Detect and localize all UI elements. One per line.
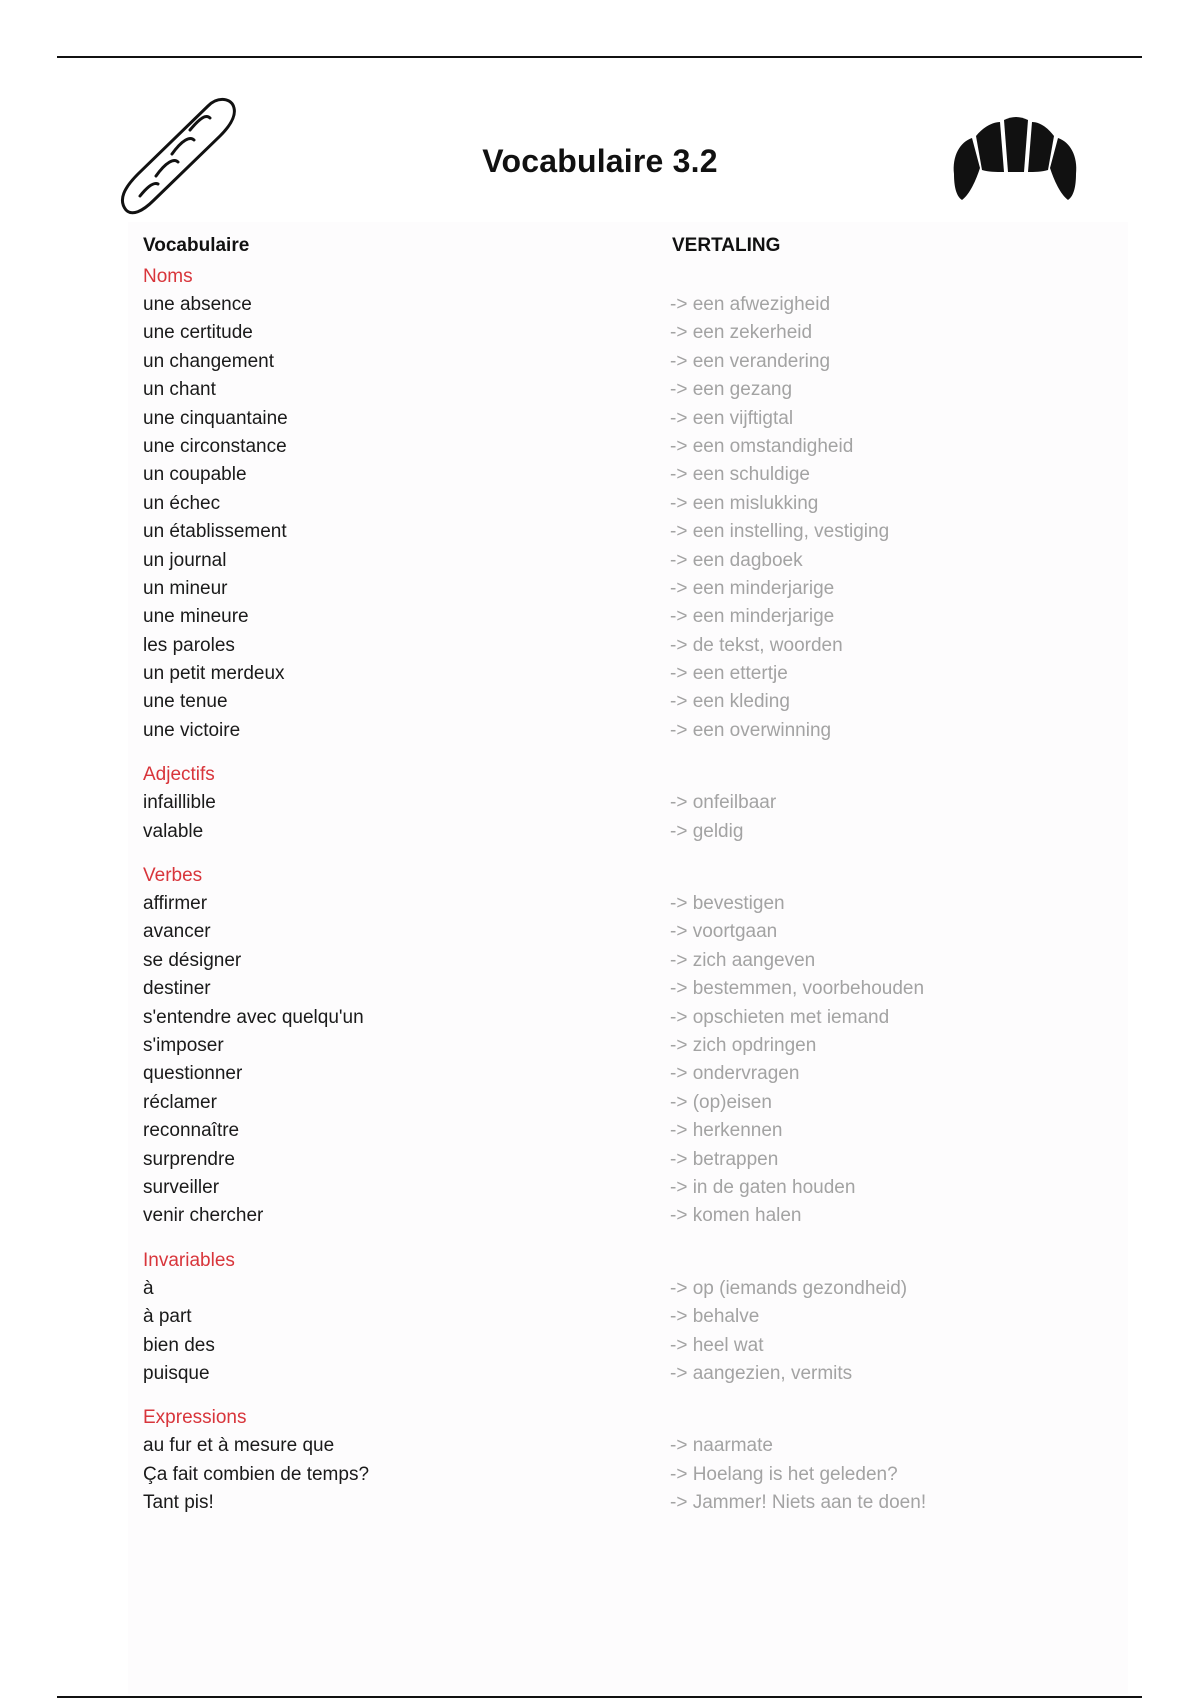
dutch-translation: -> een omstandigheid — [670, 435, 854, 457]
french-term: un établissement — [143, 521, 287, 543]
vocab-row — [0, 660, 1200, 688]
vocab-row — [0, 291, 1200, 319]
vocab-row — [0, 1303, 1200, 1331]
dutch-translation: -> een afwezigheid — [670, 294, 831, 315]
dutch-translation: -> Hoelang is het geleden? — [670, 1463, 898, 1485]
vocab-row — [0, 789, 1200, 817]
dutch-translation: -> zich opdringen — [670, 1034, 817, 1056]
vocab-row — [0, 1275, 1200, 1303]
dutch-translation: -> een verandering — [670, 350, 831, 372]
vocab-row — [0, 433, 1200, 461]
vocab-row — [0, 1032, 1200, 1060]
french-term: questionner — [143, 1063, 243, 1085]
french-term: une absence — [143, 294, 252, 315]
french-term: une cinquantaine — [143, 407, 288, 429]
dutch-translation: -> heel wat — [670, 1334, 764, 1356]
header-vertaling: VERTALING — [672, 235, 781, 256]
dutch-translation: -> (op)eisen — [670, 1091, 772, 1113]
vocab-row — [0, 1202, 1200, 1230]
section-gap — [0, 745, 1200, 761]
vocab-row — [0, 1360, 1200, 1388]
dutch-translation: -> zich aangeven — [670, 949, 816, 971]
vocab-row — [0, 975, 1200, 1003]
vocab-row — [0, 1174, 1200, 1202]
vocab-row — [0, 818, 1200, 846]
french-term: une mineure — [143, 606, 249, 628]
vocab-row — [0, 319, 1200, 347]
vocab-row — [0, 1489, 1200, 1517]
vocab-row — [0, 890, 1200, 918]
dutch-translation: -> bestemmen, voorbehouden — [670, 978, 925, 1000]
vocab-row — [0, 348, 1200, 376]
french-term: un mineur — [143, 577, 228, 599]
french-term: un coupable — [143, 464, 247, 486]
dutch-translation: -> een minderjarige — [670, 606, 835, 628]
french-term: un chant — [143, 379, 216, 401]
french-term: une victoire — [143, 719, 241, 741]
vocab-row — [0, 688, 1200, 716]
french-term: à part — [143, 1306, 192, 1328]
section-title-invariables: Invariables — [143, 1249, 235, 1271]
french-term: une circonstance — [143, 435, 287, 457]
vocab-row — [0, 1332, 1200, 1360]
french-term: un changement — [143, 350, 274, 372]
top-rule — [57, 56, 1142, 58]
vocab-row — [0, 1461, 1200, 1489]
dutch-translation: -> een minderjarige — [670, 577, 835, 599]
section-title-expressions: Expressions — [143, 1407, 247, 1429]
dutch-translation: -> voortgaan — [670, 921, 778, 943]
french-term: bien des — [143, 1334, 215, 1356]
dutch-translation: -> op (iemands gezondheid) — [670, 1277, 908, 1299]
vocab-row — [0, 1146, 1200, 1174]
dutch-translation: -> geldig — [670, 820, 744, 842]
dutch-translation: -> een mislukking — [670, 492, 819, 514]
dutch-translation: -> een gezang — [670, 379, 793, 401]
croissant-icon — [950, 110, 1080, 210]
french-term: une tenue — [143, 691, 228, 713]
dutch-translation: -> aangezien, vermits — [670, 1362, 853, 1384]
dutch-translation: -> een overwinning — [670, 719, 832, 741]
french-term: infaillible — [143, 792, 216, 814]
french-term: un journal — [143, 549, 227, 571]
french-term: à — [143, 1277, 154, 1299]
vocab-row — [0, 947, 1200, 975]
section-gap — [0, 846, 1200, 862]
section-title-verbes: Verbes — [143, 865, 203, 887]
french-term: Ça fait combien de temps? — [143, 1463, 370, 1485]
french-term: un petit merdeux — [143, 663, 285, 685]
dutch-translation: -> behalve — [670, 1306, 760, 1328]
vocab-row — [0, 632, 1200, 660]
dutch-translation: -> betrappen — [670, 1148, 779, 1170]
bottom-rule — [57, 1696, 1142, 1698]
section-gap — [0, 1388, 1200, 1404]
dutch-translation: -> een schuldige — [670, 464, 810, 486]
french-term: une certitude — [143, 322, 253, 344]
french-term: surprendre — [143, 1148, 235, 1170]
dutch-translation: -> de tekst, woorden — [670, 634, 843, 656]
vocab-row — [0, 547, 1200, 575]
dutch-translation: -> een kleding — [670, 691, 790, 713]
french-term: s'imposer — [143, 1034, 224, 1056]
vocab-row — [0, 1004, 1200, 1032]
vocab-row — [0, 1060, 1200, 1088]
vocab-row — [0, 918, 1200, 946]
french-term: se désigner — [143, 949, 242, 971]
vocab-row — [0, 603, 1200, 631]
vocab-row — [0, 461, 1200, 489]
vocabulary-list — [0, 263, 1200, 1517]
section-gap — [0, 1231, 1200, 1247]
french-term: surveiller — [143, 1176, 220, 1198]
french-term: réclamer — [143, 1091, 217, 1113]
dutch-translation: -> onfeilbaar — [670, 792, 777, 814]
vocab-row — [0, 1432, 1200, 1460]
dutch-translation: -> naarmate — [670, 1435, 773, 1457]
section-title-adjectifs: Adjectifs — [143, 764, 215, 786]
vocab-row — [0, 376, 1200, 404]
dutch-translation: -> in de gaten houden — [670, 1176, 856, 1198]
french-term: venir chercher — [143, 1205, 264, 1227]
dutch-translation: -> bevestigen — [670, 893, 785, 915]
french-term: Tant pis! — [143, 1492, 214, 1514]
vocab-row — [0, 1117, 1200, 1145]
page-title: Vocabulaire 3.2 — [482, 143, 718, 179]
vocab-row — [0, 490, 1200, 518]
french-term: avancer — [143, 921, 211, 943]
section-title-noms: Noms — [143, 266, 193, 287]
vocab-row — [0, 717, 1200, 745]
dutch-translation: -> komen halen — [670, 1205, 802, 1227]
dutch-translation: -> ondervragen — [670, 1063, 800, 1085]
column-headers — [0, 235, 1200, 261]
french-term: s'entendre avec quelqu'un — [143, 1006, 364, 1028]
vocab-row — [0, 518, 1200, 546]
french-term: puisque — [143, 1362, 210, 1384]
french-term: valable — [143, 820, 204, 842]
french-term: au fur et à mesure que — [143, 1435, 335, 1457]
dutch-translation: -> een vijftigtal — [670, 407, 794, 429]
dutch-translation: -> herkennen — [670, 1120, 783, 1142]
dutch-translation: -> opschieten met iemand — [670, 1006, 890, 1028]
vocab-row — [0, 575, 1200, 603]
dutch-translation: -> een instelling, vestiging — [670, 521, 890, 543]
french-term: affirmer — [143, 893, 208, 915]
french-term: destiner — [143, 978, 211, 1000]
header-vocabulaire: Vocabulaire — [143, 235, 250, 256]
dutch-translation: -> Jammer! Niets aan te doen! — [670, 1492, 927, 1514]
french-term: un échec — [143, 492, 221, 514]
dutch-translation: -> een dagboek — [670, 549, 803, 571]
vocab-row — [0, 405, 1200, 433]
french-term: reconnaître — [143, 1120, 240, 1142]
dutch-translation: -> een zekerheid — [670, 322, 813, 344]
dutch-translation: -> een ettertje — [670, 663, 788, 685]
french-term: les paroles — [143, 634, 235, 656]
vocab-row — [0, 1089, 1200, 1117]
